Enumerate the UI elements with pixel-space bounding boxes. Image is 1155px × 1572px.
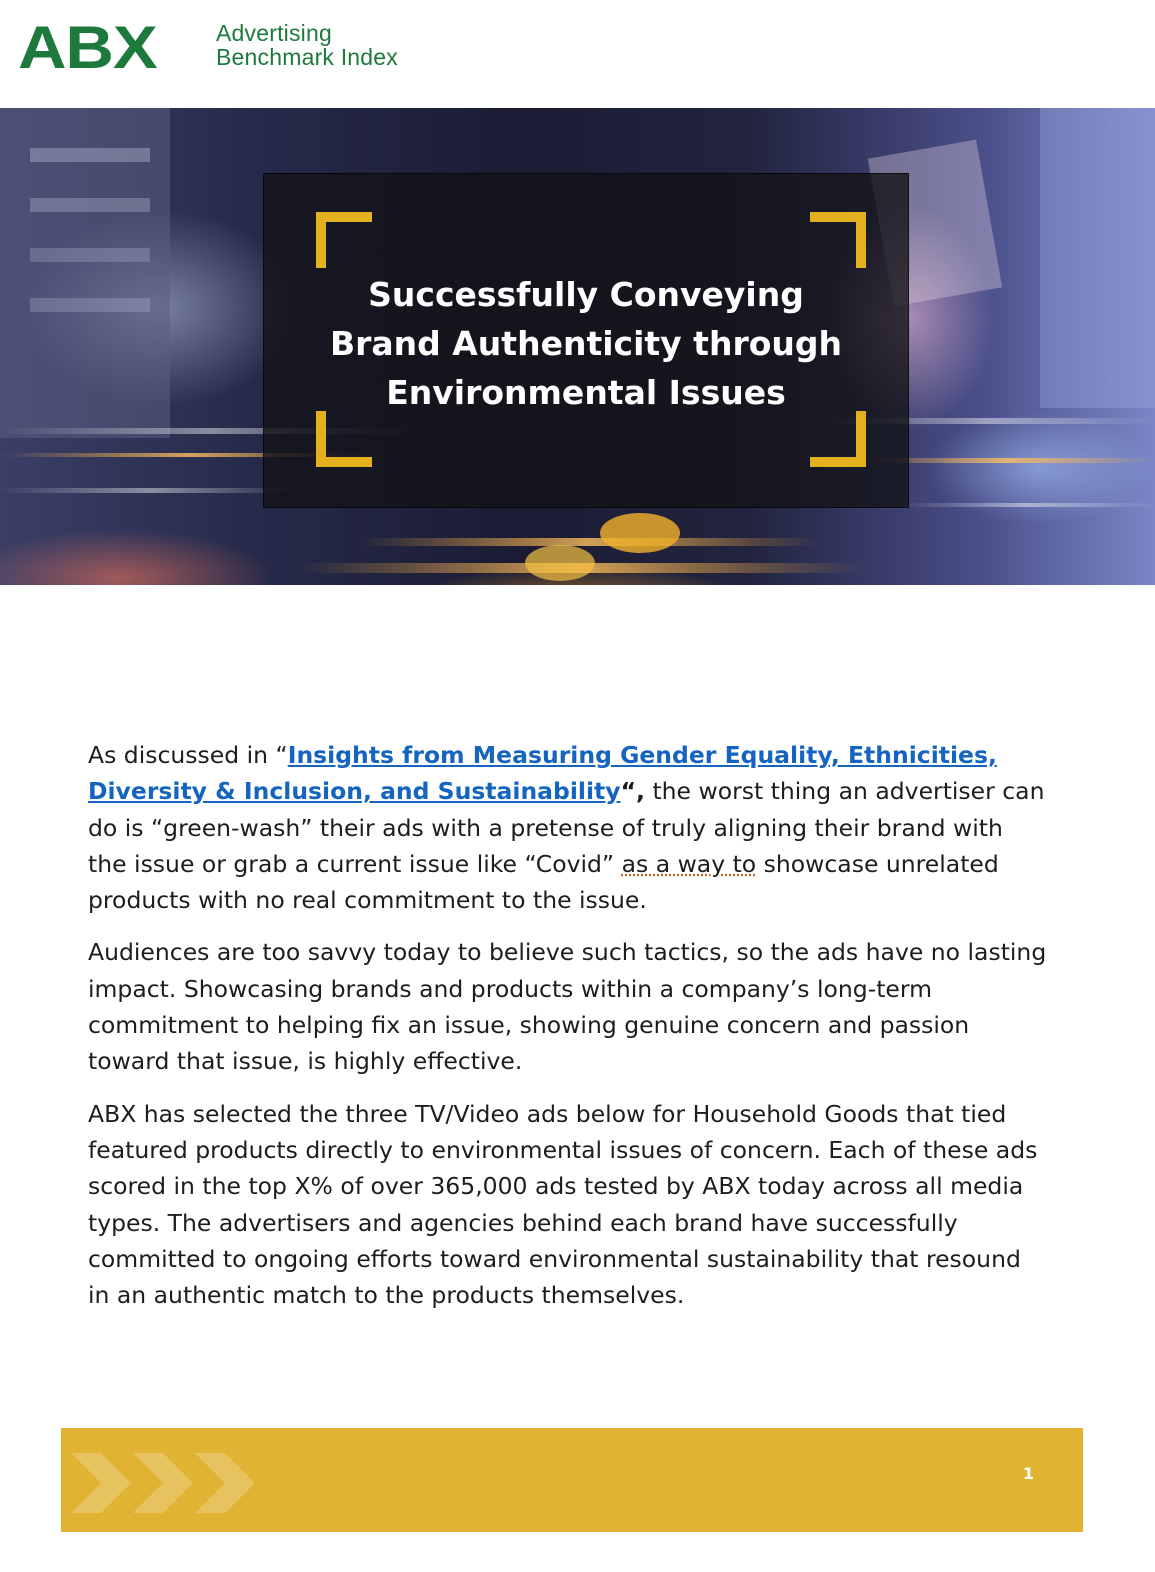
- chevrons-icon: [61, 1448, 281, 1518]
- paragraph-3: ABX has selected the three TV/Video ads below for Household Goods that tied featured products directly to environmental issues of concern. Each of these ads scored in the top X% of over 365,000 ads tested by ABX today across all media types. The advertisers and agencies behind each brand have successfully committed to ongoing efforts toward environmental sustainability that resound in an authentic match to the products themselves.: [88, 1099, 1038, 1310]
- logo-line-1: Advertising: [216, 20, 332, 46]
- p1-close-quote: “,: [620, 777, 645, 806]
- grammar-flagged-phrase: as a way to: [621, 849, 757, 878]
- title-line-3: Environmental Issues: [386, 373, 786, 412]
- paragraph-1: [88, 737, 1048, 918]
- logo-line-2: Benchmark Index: [216, 44, 398, 70]
- page-number: 1: [1022, 1464, 1034, 1483]
- title-line-2: Brand Authenticity through: [329, 324, 843, 363]
- page-title: [264, 270, 908, 417]
- logo-wordmark: [216, 21, 398, 69]
- logo-mark: ABX: [18, 14, 157, 81]
- page-footer: [61, 1428, 1083, 1532]
- corner-bracket-icon: [316, 212, 372, 268]
- paragraph-2: Audiences are too savvy today to believe such tactics, so the ads have no lasting impact. Showcasing brands and products within a company’s long-term commitment to helping fix an issue, showing genuine concern and passion toward that issue, is highly effective.: [88, 938, 1047, 1076]
- abx-logo: [18, 14, 398, 81]
- article-body: [88, 737, 1048, 1329]
- corner-bracket-icon: [810, 411, 866, 467]
- hero-title-box: [263, 173, 909, 508]
- p1-mid: the worst thing an advertiser can do is “green-wash” their ads with a pretense of truly aligning their brand with the issue or grab a current issue like “Covid”: [88, 777, 1045, 878]
- p1-lead: As discussed in “: [88, 741, 288, 769]
- corner-bracket-icon: [810, 212, 866, 268]
- p1-tail: showcase unrelated products with no real commitment to the issue.: [88, 849, 999, 915]
- title-line-1: Successfully Conveying: [368, 275, 804, 314]
- insights-report-link[interactable]: Insights from Measuring Gender Equality, Ethnicities, Diversity & Inclusion, and Sustainability: [88, 741, 997, 806]
- corner-bracket-icon: [316, 411, 372, 467]
- hero-banner: [0, 108, 1155, 585]
